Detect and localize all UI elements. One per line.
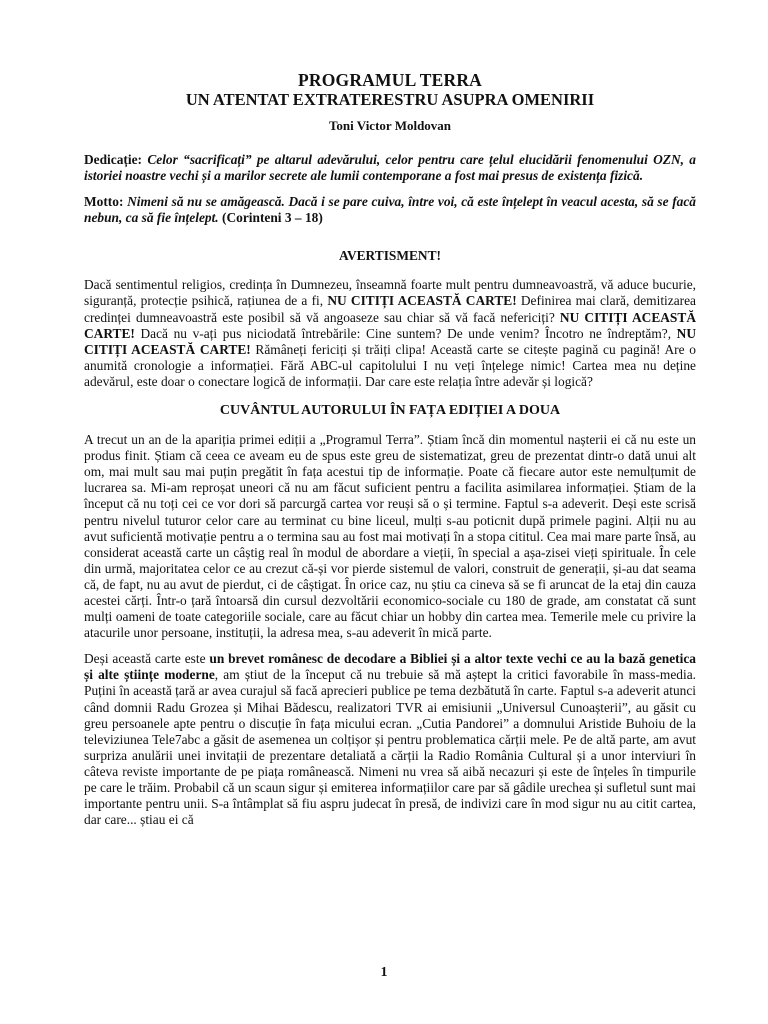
warning-text-4: Rămâneți fericiți și trăiți clipa! Această carte se citește pagină cu pagină! Are o anumită cronologie a informației. Fără ABC-ul capitolului I nu veți înțelege nimic! Cartea mea nu deține adevărul, este doar o conectare logică de informații. Dar care este relația între adevăr și logică? bbox=[84, 341, 696, 389]
warning-text-1: Dacă sentimentul religios, credința în Dumnezeu, înseamnă foarte mult pentru dumneavoastră, vă aduce bucurie, siguranță, protecție psihică, rațiunea de a fi, bbox=[84, 277, 696, 309]
motto-text: Nimeni să nu se amăgească. Dacă i se pare cuiva, între voi, că este înțelept în veacul acesta, să se facă nebun, ca să fie înțelept. bbox=[84, 194, 696, 226]
motto-reference: (Corinteni 3 – 18) bbox=[218, 210, 323, 226]
foreword-paragraph-2 bbox=[84, 651, 696, 828]
warning-text-2: Definirea mai clară, demitizarea credinței dumneavoastră este posibil să vă angoaseze sau chiar să vă facă nefericiți? bbox=[84, 293, 696, 325]
foreword-paragraph-1: A trecut un an de la apariția primei ediții a „Programul Terra”. Știam încă din momentul nașterii ei că nu este un produs finit. Știam că ceea ce aveam eu de spus este greu de sistematizat, greu de prezentat dintr-o dată unui alt om, mai mult sau mai puțin pregătit în fața acestui tip de informație. Poate că fiecare autor este nemulțumit de lucrarea sa. Mi-am reproșat uneori că nu am făcut suficient pentru a facilita asimilarea informației. Știam de la început că nu toți cei ce vor dori să parcurgă cartea vor reuși să o și termine. Faptul s-a adeverit. Deși este scrisă pentru nivelul tuturor celor care au terminat cu bine liceul, mulți s-au poticnit după primele pagini. Alții nu au avut suficientă motivație pentru a o termina sau au fost mai motivați în a stopa cititul. Cea mai mare parte însă, au considerat această carte un câștig real în modul de abordare a vieții, în special a așa-zisei vieți spirituale. În cele din urmă, majoritatea celor ce au crezut că-și vor pierde sistemul de valori, construit de generații, și-au dat seama că, de fapt, nu au avut de pierdut, ci de câștigat. În orice caz, nu știu ca cineva să se fi aruncat de la etaj din cauza acestei cărți. Într-o țară întoarsă din cursul dezvoltării economico-sociale cu 180 de grade, am constatat că sunt mulți oameni de toate categoriile sociale, care au făcut chiar un hobby din cartea mea. Temerile mele cu privire la atacurile unor persoane, instituții, la adresa mea, s-au adeverit în mică parte. bbox=[84, 432, 696, 641]
author-name: Toni Victor Moldovan bbox=[328, 118, 452, 133]
dedication-text: Celor “sacrificați” pe altarul adevărului, celor pentru care țelul elucidării fenomenului OZN, a istoriei noastre vechi și a marilor secrete ale lumii contemporane a fost mai presus de existența fizică. bbox=[84, 152, 696, 184]
document-page bbox=[84, 70, 696, 828]
book-subtitle: UN ATENTAT EXTRATERESTRU ASUPRA OMENIRII bbox=[185, 90, 595, 109]
dedication-paragraph bbox=[84, 152, 696, 184]
foreword-p2-emphasis: un brevet românesc de decodare a Bibliei și a altor texte vechi ce au la bază genetica și alte științe moderne bbox=[84, 651, 696, 683]
page-number: 1 bbox=[380, 965, 388, 980]
foreword-p2-text-b: , am știut de la început că nu trebuie să mă aștept la critici favorabile în mass-media. Puțini în această țară ar avea curajul să facă aprecieri publice pe tema dezbătută în carte. Faptul s-a adeverit atunci când domnii Radu Grozea și Mihai Bădescu, realizatori TVR ai emisiunii „Universul Cunoașterii”, au găsit cu greu persoanele apte pentru o discuție în fața micului ecran. „Cutia Pandorei” a domnului Aristide Buhoiu de la televiziunea Tele7abc a găsit de asemenea un colțișor și pentru problematica cărții mele. Pe de altă parte, am avut surpriza anulării unei invitații de prezentare detaliată a cărții la Radio România Cultural și a unor interviuri în câteva reviste importante de pe piața românească. Nimeni nu vrea să aibă necazuri și este de înțeles în timpurile pe care le trăim. Probabil că un scaun sigur și emiterea informațiilor care par să gâdile urechea și sufletul sunt mai importante pentru unii. S-a întâmplat să fiu aspru judecat în presă, de indivizi care în mod sigur nu au citit cartea, dar care... știau ei că bbox=[84, 667, 696, 828]
dedication-label: Dedicație: bbox=[84, 152, 143, 167]
foreword-heading: CUVÂNTUL AUTORULUI ÎN FAȚA EDIȚIEI A DOUA bbox=[219, 403, 561, 419]
warning-emphasis-1: NU CITIȚI ACEASTĂ CARTE! bbox=[327, 293, 517, 309]
warning-heading: AVERTISMENT! bbox=[339, 248, 441, 264]
book-title: PROGRAMUL TERRA bbox=[297, 70, 482, 90]
motto-label: Motto: bbox=[84, 194, 124, 210]
warning-paragraph bbox=[84, 277, 696, 390]
motto-paragraph bbox=[84, 194, 696, 226]
warning-emphasis-2: NU CITIȚI ACEASTĂ CARTE! bbox=[84, 309, 696, 341]
foreword-p2-text-a: Deși această carte este bbox=[84, 651, 210, 667]
warning-text-3: Dacă nu v-ați pus niciodată întrebările: Cine suntem? De unde venim? Încotro ne îndreptăm?, bbox=[134, 325, 677, 341]
warning-emphasis-3: NU CITIȚI ACEASTĂ CARTE! bbox=[84, 325, 696, 357]
